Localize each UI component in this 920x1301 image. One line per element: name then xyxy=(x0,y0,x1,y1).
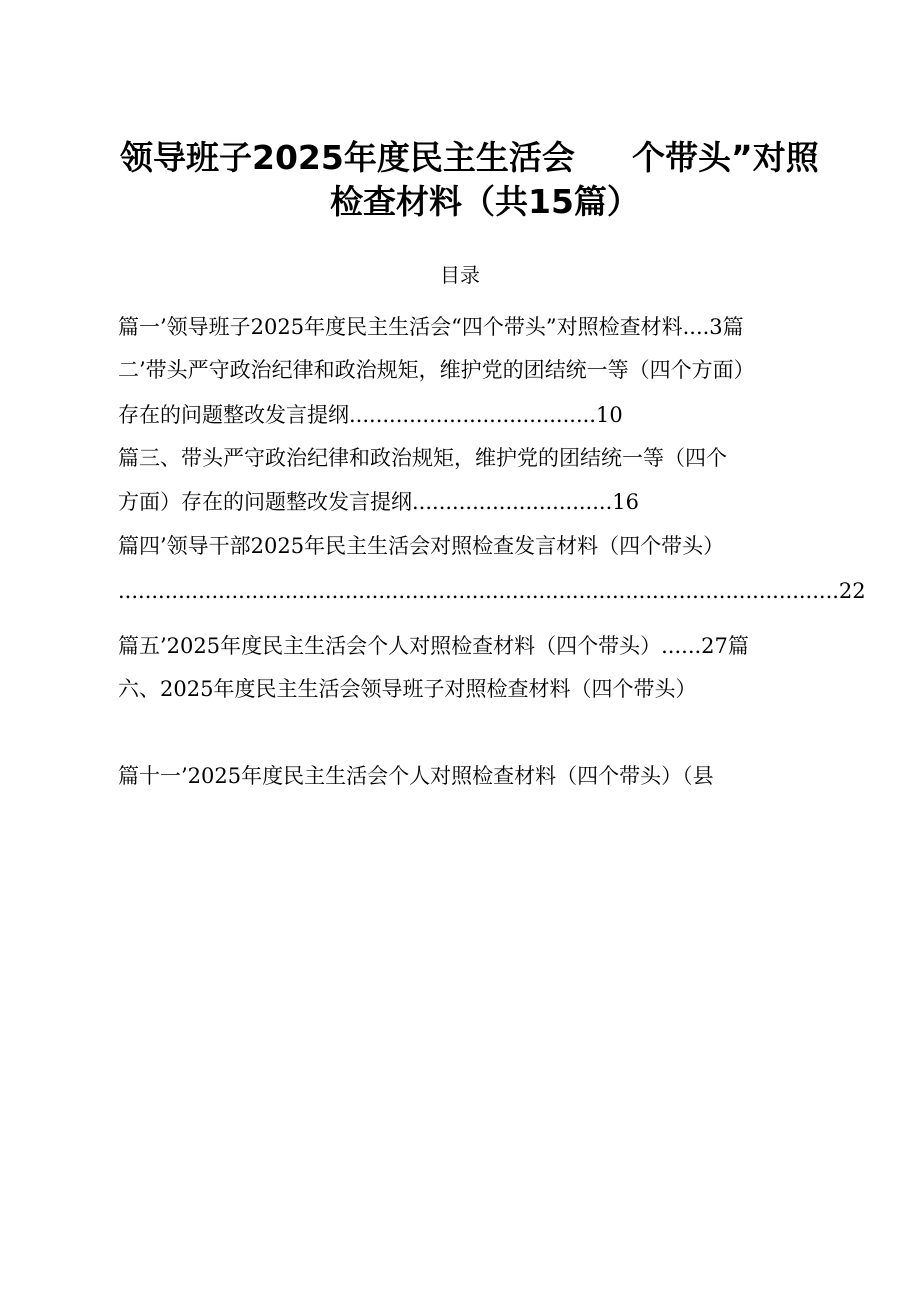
document-title-line1-part2: 个带头”对照 xyxy=(632,138,819,177)
toc-heading: 目录 xyxy=(440,263,480,287)
toc-line: 存在的问题整改发言提纲.....................................10 xyxy=(118,403,623,427)
toc-line: 方面）存在的问题整改发言提纲..............................16 xyxy=(118,490,639,514)
document-title-line2: 检查材料（共15篇） xyxy=(330,182,640,221)
toc-line: 篇十一’2025年度民主生活会个人对照检查材料（四个带头）（县 xyxy=(118,764,714,788)
toc-line: 六、2025年度民主生活会领导班子对照检查材料（四个带头） xyxy=(118,677,697,701)
document-title-line1-part1: 领导班子2025年度民主生活会 xyxy=(120,138,575,177)
toc-line: 篇四’领导干部2025年民主生活会对照检查发言材料（四个带头） xyxy=(118,534,725,558)
toc-line: 篇三、带头严守政治纪律和政治规矩，维护党的团结统一等（四个 xyxy=(118,446,727,470)
toc-line: ............................................................................................................22 xyxy=(118,579,866,603)
toc-line: 篇五’2025年度民主生活会个人对照检查材料（四个带头）......27篇 xyxy=(118,634,749,658)
toc-line: 篇一’领导班子2025年度民主生活会“四个带头”对照检查材料....3篇 xyxy=(118,315,744,339)
toc-line: 二’带头严守政治纪律和政治规矩，维护党的团结统一等（四个方面） xyxy=(118,358,755,382)
